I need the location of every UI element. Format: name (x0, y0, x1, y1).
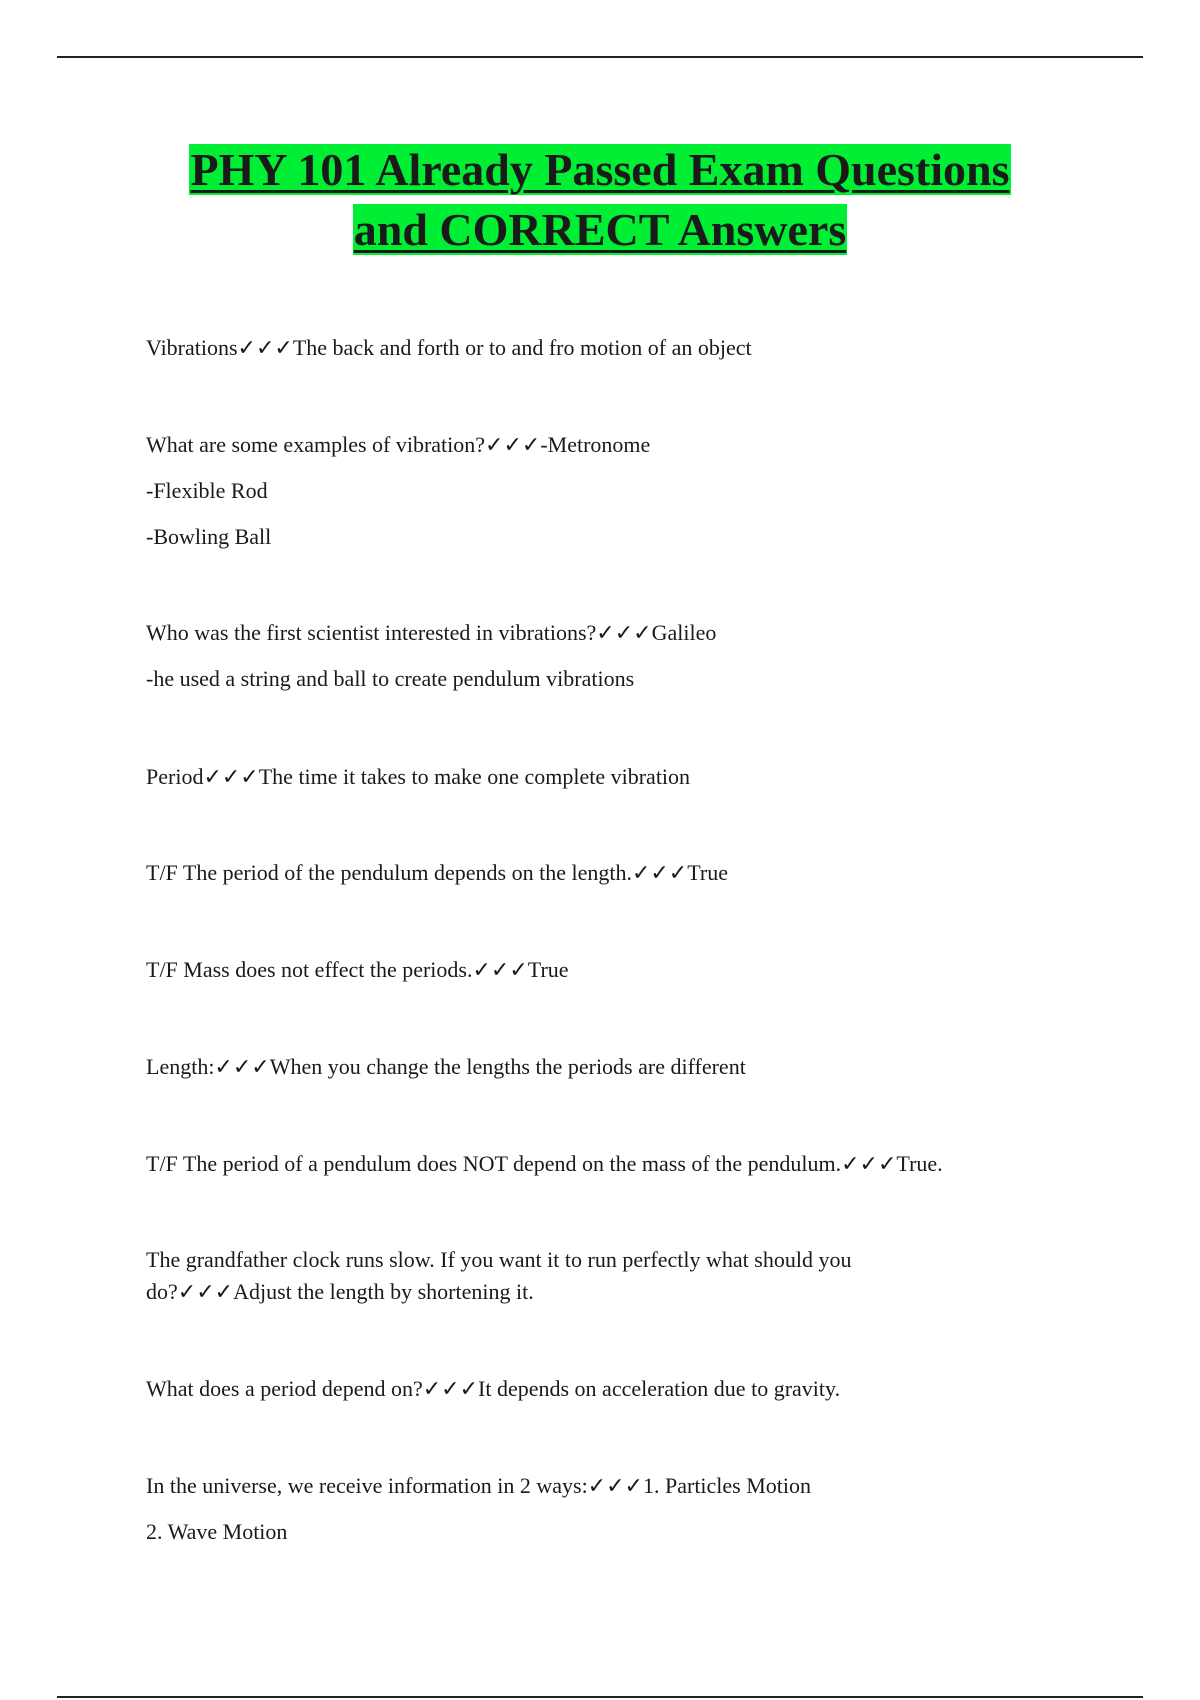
entry-line: Who was the first scientist interested in vibrations?✓✓✓Galileo (146, 620, 717, 645)
qa-entry-period-length (146, 857, 1046, 889)
entry-line: -Flexible Rod (146, 478, 268, 503)
title-line-2: and CORRECT Answers (353, 204, 847, 255)
qa-entry-information-ways (146, 1470, 1046, 1548)
entry-line: T/F The period of the pendulum depends on the length.✓✓✓True (146, 860, 729, 885)
entry-line: The grandfather clock runs slow. If you want it to run perfectly what should you (146, 1247, 852, 1272)
qa-entry-vibrations (146, 332, 1046, 364)
qa-entry-length (146, 1051, 1046, 1083)
entry-line: -he used a string and ball to create pendulum vibrations (146, 666, 635, 691)
qa-entry-period-depends (146, 1373, 1046, 1405)
qa-entry-mass-period (146, 954, 1046, 986)
qa-entry-first-scientist (146, 617, 1046, 695)
document-title (0, 140, 1200, 260)
entry-line: Length:✓✓✓When you change the lengths the periods are different (146, 1054, 746, 1079)
entry-line: -Bowling Ball (146, 524, 272, 549)
qa-entry-grandfather-clock (146, 1244, 1046, 1308)
entry-line: T/F The period of a pendulum does NOT depend on the mass of the pendulum.✓✓✓True. (146, 1151, 943, 1176)
entry-line: do?✓✓✓Adjust the length by shortening it. (146, 1279, 534, 1304)
entry-line: In the universe, we receive information in 2 ways:✓✓✓1. Particles Motion (146, 1473, 812, 1498)
qa-entry-vibration-examples (146, 429, 1046, 553)
top-rule (57, 56, 1143, 58)
entry-line: Vibrations✓✓✓The back and forth or to and fro motion of an object (146, 335, 752, 360)
entry-line: Period✓✓✓The time it takes to make one complete vibration (146, 764, 691, 789)
bottom-rule (57, 1696, 1143, 1698)
entry-line: What are some examples of vibration?✓✓✓-Metronome (146, 432, 651, 457)
entry-line: 2. Wave Motion (146, 1519, 288, 1544)
qa-entry-period (146, 761, 1046, 793)
title-line-1: PHY 101 Already Passed Exam Questions (190, 144, 1010, 195)
entry-line: What does a period depend on?✓✓✓It depends on acceleration due to gravity. (146, 1376, 841, 1401)
entry-line: T/F Mass does not effect the periods.✓✓✓True (146, 957, 569, 982)
qa-entry-mass-not-depend (146, 1148, 1046, 1180)
